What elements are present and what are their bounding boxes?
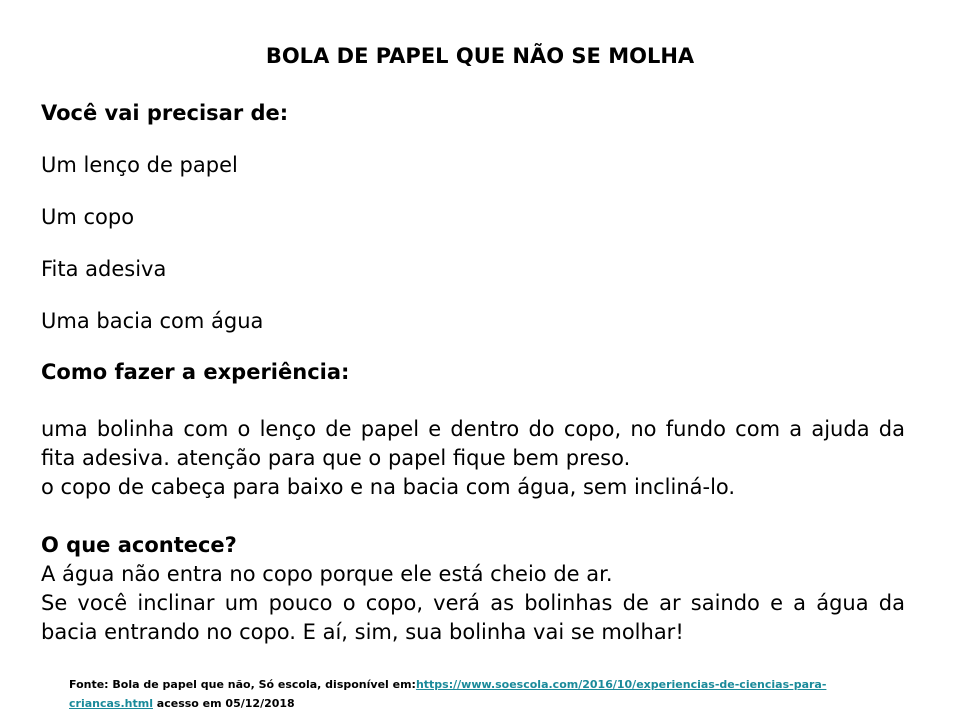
method-heading: Como fazer a experiência:: [41, 360, 350, 384]
method-line: o copo de cabeça para baixo e na bacia com água, sem incliná-lo.: [41, 475, 736, 499]
source-prefix: Fonte: Bola de papel que não, Só escola, disponível em:: [69, 678, 416, 691]
method-paragraph: [41, 415, 905, 502]
material-item: Uma bacia com água: [41, 309, 264, 333]
result-paragraph: [41, 531, 905, 647]
method-line: uma bolinha com o lenço de papel e dentro do copo, no fundo com a ajuda da fita adesiva. atenção para que o papel fique bem preso.: [41, 417, 905, 470]
materials-heading: Você vai precisar de:: [41, 101, 289, 125]
material-item: Fita adesiva: [41, 257, 167, 281]
page-title: BOLA DE PAPEL QUE NÃO SE MOLHA: [265, 44, 695, 68]
result-line: A água não entra no copo porque ele está cheio de ar.: [41, 562, 613, 586]
source-suffix: acesso em 05/12/2018: [152, 697, 295, 710]
material-item: Um lenço de papel: [41, 153, 238, 177]
result-line: Se você inclinar um pouco o copo, verá as bolinhas de ar saindo e a água da bacia entrando no copo. E aí, sim, sua bolinha vai se molhar!: [41, 591, 905, 644]
source-citation: [69, 675, 899, 713]
material-item: Um copo: [41, 205, 135, 229]
result-heading: O que acontece?: [41, 533, 237, 557]
source-link[interactable]: https://www.soescola.com/2016/10/experiencias-de-ciencias-para-criancas.html: [69, 678, 827, 710]
